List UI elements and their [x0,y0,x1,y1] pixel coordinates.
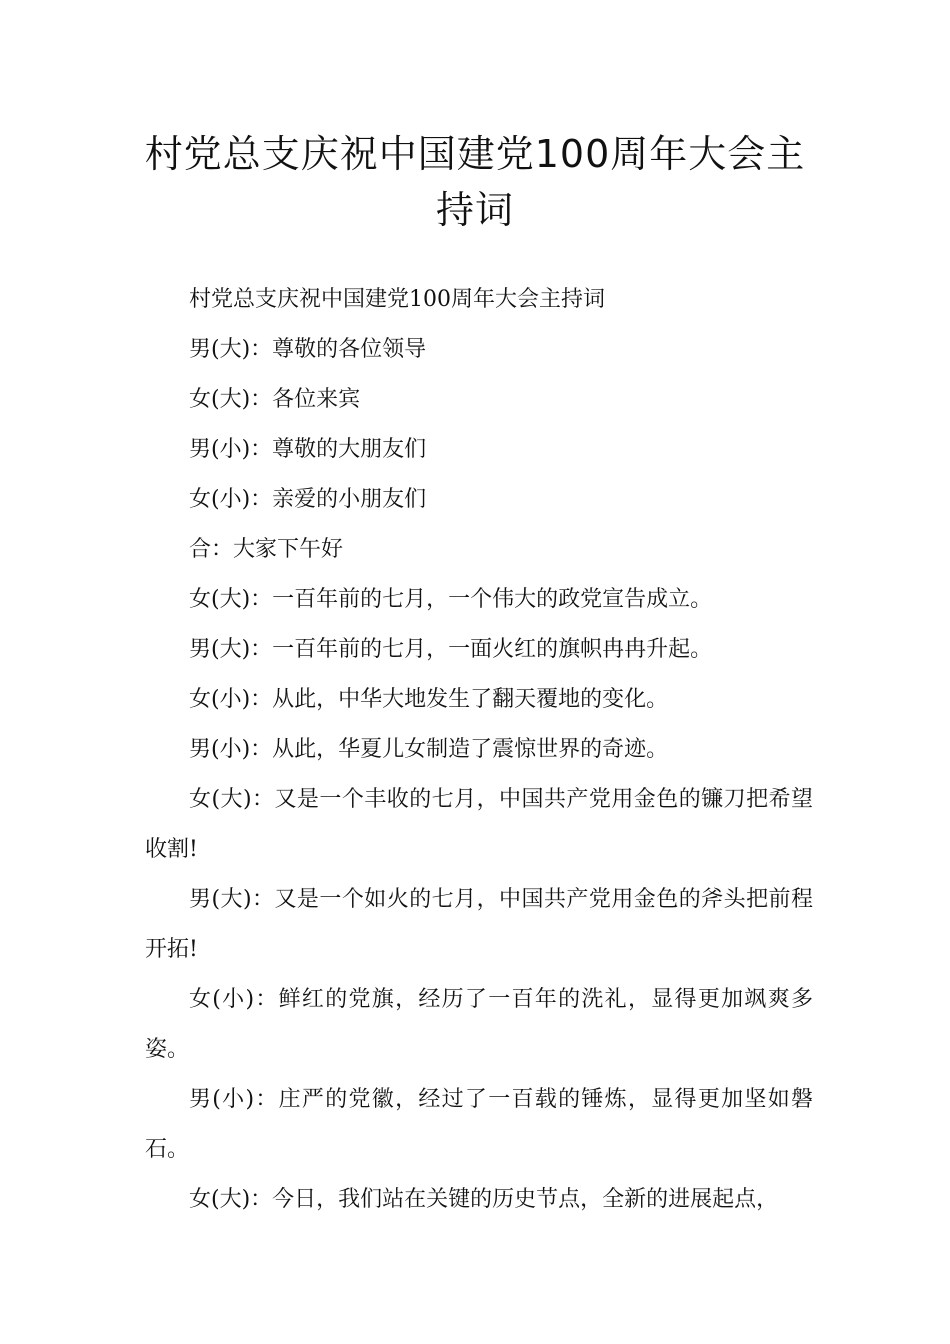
paragraph: 男(大)：又是一个如火的七月，中国共产党用金色的斧头把前程开拓! [145,887,813,962]
title-line-1: 村党总支庆祝中国建党100周年大会主 [144,132,806,176]
paragraph: 女(小)：从此，中华大地发生了翻天覆地的变化。 [189,687,669,712]
paragraph: 男(小)：从此，华夏儿女制造了震惊世界的奇迹。 [189,737,669,762]
paragraph: 村党总支庆祝中国建党100周年大会主持词 [189,287,605,312]
paragraph: 女(大)：又是一个丰收的七月，中国共产党用金色的镰刀把希望收割! [145,787,813,862]
paragraph: 男(小)：尊敬的大朋友们 [189,437,427,462]
paragraph: 女(小)：鲜红的党旗，经历了一百年的洗礼，显得更加飒爽多姿。 [145,987,813,1062]
title-line-2: 持词 [435,188,514,232]
paragraph: 女(大)：今日，我们站在关键的历史节点，全新的进展起点， [189,1187,779,1212]
paragraph: 男(小)：庄严的党徽，经过了一百载的锤炼，显得更加坚如磐石。 [145,1087,813,1162]
document-title [120,126,830,238]
paragraph: 男(大)：尊敬的各位领导 [189,337,427,362]
paragraph: 女(大)：各位来宾 [189,387,361,412]
paragraph: 男(大)：一百年前的七月，一面火红的旗帜冉冉升起。 [189,637,713,662]
paragraph: 女(小)：亲爱的小朋友们 [189,487,427,512]
document-body [145,275,813,1225]
paragraph: 女(大)：一百年前的七月，一个伟大的政党宣告成立。 [189,587,713,612]
paragraph: 合：大家下午好 [189,537,344,562]
